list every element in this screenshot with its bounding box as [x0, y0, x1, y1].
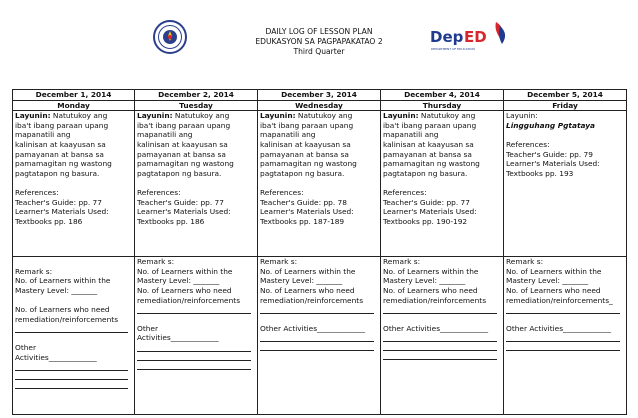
- other-activities-line: Other: [15, 342, 36, 352]
- remediation-line: No. of Learners who need: [137, 285, 232, 295]
- date-cell: December 1, 2014: [13, 90, 135, 101]
- deped-logo-icon: [430, 20, 510, 54]
- objective-line: mapanatili ang: [137, 130, 193, 140]
- blank-line: [15, 380, 128, 389]
- objective-line: pamamagitan ng wastong: [137, 159, 234, 169]
- blank-line: [137, 352, 251, 361]
- reference-line: Learner's Materials Used:: [260, 207, 354, 217]
- reference-line: Learner's Materials Used:: [506, 159, 600, 169]
- remarks-cell-wednesday: [258, 257, 381, 415]
- remarks-label: Remark s:: [383, 257, 421, 267]
- objective-line: pamamagitan ng wastong: [260, 159, 357, 169]
- remediation-line: remediation/reinforcements: [137, 295, 241, 305]
- objective-line: pamamagitan ng wastong: [383, 159, 480, 169]
- weekly-assessment-title: Lingguhang Pgtataya: [506, 120, 596, 130]
- remediation-line: No. of Learners who need: [506, 285, 601, 295]
- reference-line: Textbooks pp. 193: [506, 168, 574, 178]
- objective-line: Natutukoy ang: [295, 111, 353, 121]
- objective-line: pamayanan at bansa sa: [15, 149, 104, 159]
- blank-line: [383, 305, 497, 314]
- blank-line: [506, 305, 620, 314]
- blank-line: [15, 371, 128, 380]
- objective-line: iba't ibang paraan upang: [137, 120, 231, 130]
- objective-line: pamayanan at bansa sa: [137, 149, 226, 159]
- blank-line: [506, 342, 620, 351]
- lesson-cell-thursday: [381, 111, 504, 257]
- reference-line: Textbooks pp. 186: [15, 216, 83, 226]
- svg-text:Dep: Dep: [430, 28, 464, 46]
- lesson-cell-monday: [13, 111, 135, 257]
- reference-line: Teacher's Guide: pp. 78: [260, 197, 347, 207]
- remarks-cell-thursday: [381, 257, 504, 415]
- blank-line: [137, 343, 251, 352]
- remarks-line: Mastery Level: _______: [260, 276, 343, 286]
- remediation-line: remediation/reinforcements: [260, 295, 364, 305]
- remediation-line: No. of Learners who need: [260, 285, 355, 295]
- remarks-label: Remark s:: [506, 257, 544, 267]
- objective-line: mapanatili ang: [15, 130, 71, 140]
- lesson-cell-wednesday: [258, 111, 381, 257]
- weekday-cell: Wednesday: [258, 100, 381, 111]
- objective-line: iba't ibang paraan upang: [383, 120, 477, 130]
- blank-line: [15, 324, 128, 333]
- remarks-line: No. of Learners within the: [383, 266, 479, 276]
- remarks-line: Mastery Level: _______: [383, 276, 466, 286]
- blank-line: [383, 333, 497, 342]
- reference-line: Learner's Materials Used:: [15, 207, 109, 217]
- objective-line: iba't ibang paraan upang: [15, 120, 109, 130]
- quarter-label: Third Quarter: [293, 47, 345, 56]
- remediation-line: No. of Learners who need: [15, 305, 110, 315]
- lesson-cell-tuesday: [135, 111, 258, 257]
- lesson-plan-table: [12, 89, 627, 415]
- reference-line: Learner's Materials Used:: [383, 207, 477, 217]
- objective-line: pamayanan at bansa sa: [383, 149, 472, 159]
- blank-line: [383, 342, 497, 351]
- svg-text:DEPARTMENT OF EDUCATION: DEPARTMENT OF EDUCATION: [431, 47, 475, 51]
- remediation-line: No. of Learners who need: [383, 285, 478, 295]
- date-cell: December 5, 2014: [504, 90, 627, 101]
- remarks-line: No. of Learners within the: [137, 266, 233, 276]
- deped-seal-icon: [153, 20, 187, 54]
- remarks-line: Mastery Level: _______: [137, 276, 220, 286]
- remarks-line: Mastery Level: _______: [506, 276, 589, 286]
- references-label: References:: [383, 187, 427, 197]
- objective-line: pagtatapon ng basura.: [15, 168, 100, 178]
- objective-line: pagtatapon ng basura.: [383, 168, 468, 178]
- objective-label: Layunin:: [15, 111, 51, 121]
- references-label: References:: [260, 187, 304, 197]
- objective-line: pamamagitan ng wastong: [15, 159, 112, 169]
- blank-line: [260, 333, 374, 342]
- objective-line: Natutukoy ang: [418, 111, 476, 121]
- other-activities-line: Other Activities_____________: [383, 323, 489, 333]
- blank-line: [383, 351, 497, 360]
- objective-label: Layunin:: [506, 111, 538, 121]
- objective-line: kalinisan at kaayusan sa: [15, 139, 106, 149]
- objective-line: kalinisan at kaayusan sa: [260, 139, 351, 149]
- document-title-block: [200, 27, 438, 57]
- remarks-label: Remark s:: [260, 257, 298, 267]
- other-activities-line: Activities_____________: [15, 352, 97, 362]
- objective-line: pamayanan at bansa sa: [260, 149, 349, 159]
- subject-title: EDUKASYON SA PAGPAPAKATAO 2: [255, 37, 383, 46]
- weekday-row: [13, 100, 627, 111]
- references-label: References:: [15, 187, 59, 197]
- remarks-row: [13, 257, 627, 415]
- reference-line: Teacher's Guide: pp. 77: [383, 197, 470, 207]
- date-cell: December 2, 2014: [135, 90, 258, 101]
- blank-line: [137, 361, 251, 370]
- objective-line: pagtatapon ng basura.: [137, 168, 222, 178]
- reference-line: Teacher's Guide: pp. 77: [137, 197, 224, 207]
- remarks-cell-tuesday: [135, 257, 258, 415]
- reference-line: Textbooks pp. 186: [137, 216, 205, 226]
- remarks-label: Remark s:: [15, 266, 53, 276]
- lesson-row: [13, 111, 627, 257]
- other-activities-line: Activities_____________: [137, 333, 219, 343]
- reference-line: Textbooks pp. 187-189: [260, 216, 345, 226]
- objective-line: Natutukoy ang: [172, 111, 230, 121]
- remarks-line: No. of Learners within the: [260, 266, 356, 276]
- remarks-cell-monday: [13, 257, 135, 415]
- reference-line: Teacher's Guide: pp. 77: [15, 197, 102, 207]
- lesson-cell-friday: [504, 111, 627, 257]
- objective-line: Natutukoy ang: [50, 111, 108, 121]
- reference-line: Learner's Materials Used:: [137, 207, 231, 217]
- date-cell: December 3, 2014: [258, 90, 381, 101]
- weekday-cell: Tuesday: [135, 100, 258, 111]
- remediation-line: remediation/reinforcements: [15, 314, 119, 324]
- objective-line: iba't ibang paraan upang: [260, 120, 354, 130]
- date-row: [13, 90, 627, 101]
- remarks-line: No. of Learners within the: [506, 266, 602, 276]
- blank-line: [15, 362, 128, 371]
- remarks-line: No. of Learners within the: [15, 276, 111, 286]
- objective-label: Layunin:: [383, 111, 419, 121]
- weekday-cell: Thursday: [381, 100, 504, 111]
- remediation-line: remediation/reinforcements_: [506, 295, 613, 305]
- remarks-line: Mastery Level: _______: [15, 285, 98, 295]
- objective-line: pagtatapon ng basura.: [260, 168, 345, 178]
- other-activities-line: Other Activities_____________: [506, 323, 612, 333]
- blank-line: [137, 305, 251, 314]
- references-label: References:: [506, 139, 550, 149]
- blank-line: [260, 342, 374, 351]
- objective-label: Layunin:: [137, 111, 173, 121]
- reference-line: Teacher's Guide: pp. 79: [506, 149, 593, 159]
- document-title: DAILY LOG OF LESSON PLAN: [265, 27, 373, 36]
- page-header: [0, 0, 638, 88]
- objective-line: mapanatili ang: [260, 130, 316, 140]
- objective-label: Layunin:: [260, 111, 296, 121]
- date-cell: December 4, 2014: [381, 90, 504, 101]
- objective-line: kalinisan at kaayusan sa: [383, 139, 474, 149]
- references-label: References:: [137, 187, 181, 197]
- remarks-cell-friday: [504, 257, 627, 415]
- objective-line: mapanatili ang: [383, 130, 439, 140]
- remarks-label: Remark s:: [137, 257, 175, 267]
- weekday-cell: Monday: [13, 100, 135, 111]
- other-activities-line: Other: [137, 323, 158, 333]
- remediation-line: remediation/reinforcements: [383, 295, 487, 305]
- svg-text:ED: ED: [464, 28, 487, 46]
- blank-line: [506, 333, 620, 342]
- blank-line: [260, 305, 374, 314]
- reference-line: Textbooks pp. 190-192: [383, 216, 468, 226]
- objective-line: kalinisan at kaayusan sa: [137, 139, 228, 149]
- weekday-cell: Friday: [504, 100, 627, 111]
- other-activities-line: Other Activities_____________: [260, 323, 366, 333]
